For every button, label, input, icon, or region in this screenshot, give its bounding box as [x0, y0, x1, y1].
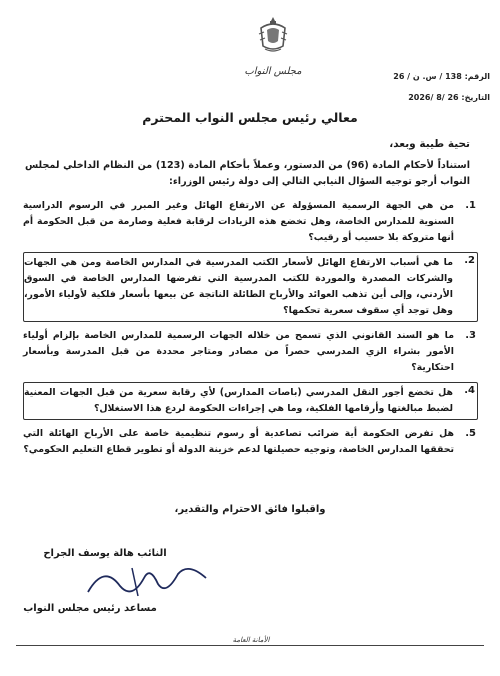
footer-divider: [16, 645, 484, 646]
question-item: [23, 426, 478, 458]
signatory-title: مساعد رئيس مجلس النواب: [23, 603, 157, 614]
handwritten-signature: [80, 556, 220, 606]
greeting: تحية طيبة وبعد،: [389, 138, 470, 150]
emblem-caption: مجلس النواب: [244, 66, 302, 77]
question-text: من هي الجهة الرسمية المسؤولة عن الارتفاع الهائل وغير المبرر في الرسوم الدراسية السنوية للمدارس الخاصة، وهل تخضع هذه الزيادات لرقابة فعلية وصارمة من قبل الحكومة أم أنها متروكة بلا حسيب أو رقيب؟: [23, 200, 454, 243]
question-number: 4.: [464, 385, 475, 396]
question-text: ما هو السند القانوني الذي تسمح من خلاله الجهات الرسمية للمدارس الخاصة بإلزام أولياء الأمور بشراء الزي المدرسي حصراً من مصادر ومتاجر محددة من قبل المدرسة وبأسعار احتكارية؟: [23, 330, 454, 373]
question-item: [23, 382, 478, 420]
question-number: 5.: [465, 428, 476, 439]
question-text: هل تخضع أجور النقل المدرسي (باصات المدارس) لأي رقابة سعرية من قبل الجهات المعنية لضبط مبالغتها وأرقامها الفلكية، وما هي إجراءات الحكومة لردع هذا الاستغلال؟: [24, 387, 453, 414]
question-text: هل تفرض الحكومة أية ضرائب تصاعدية أو رسوم تنظيمية خاصة على الأرباح الهائلة التي تحققها المدارس الخاصة، وتوجيه حصيلتها لدعم خزينة الدولة أو تطوير قطاع التعليم الحكومي؟: [23, 428, 454, 455]
question-number: 1.: [465, 200, 476, 211]
closing-line: واقبلوا فائق الاحترام والتقدير،: [174, 504, 326, 515]
question-number: 2.: [464, 255, 475, 266]
reference-date: التاريخ: 26 /8 /2026: [408, 93, 490, 102]
question-item: [23, 198, 478, 246]
question-item: [23, 252, 478, 322]
intro-paragraph: استناداً لأحكام المادة (96) من الدستور، وعملاً بأحكام المادة (123) من النظام الداخلي لمجلس النواب أرجو توجيه السؤال النيابي التالي إلى دولة رئيس الوزراء:: [25, 160, 470, 187]
question-item: [23, 328, 478, 376]
question-text: ما هي أسباب الارتفاع الهائل لأسعار الكتب المدرسية في المدارس الخاصة ومن هي الجهات والشركات المصدرة والموردة للكتب المدرسية التي تفرضها المدارس الخاصة في السوق الأردني، وإلى أين تذهب العوائد والأرباح الطائلة الناتجة عن بيعها بأسعار فلكية لأولياء الأمور، وهل توجد أي سقوف سعرية تحكمها؟: [24, 257, 453, 316]
stamp-caption: الأمانة العامة: [232, 636, 270, 644]
addressee-heading: معالي رئيس مجلس النواب المحترم: [142, 110, 358, 125]
question-number: 3.: [465, 330, 476, 341]
signatory-name: النائب هالة يوسف الجراح: [43, 548, 167, 559]
reference-number: الرقم: 138 / س. ن / 26: [393, 72, 490, 81]
jordan-coat-of-arms-icon: [255, 14, 291, 54]
questions-list: [23, 198, 478, 464]
